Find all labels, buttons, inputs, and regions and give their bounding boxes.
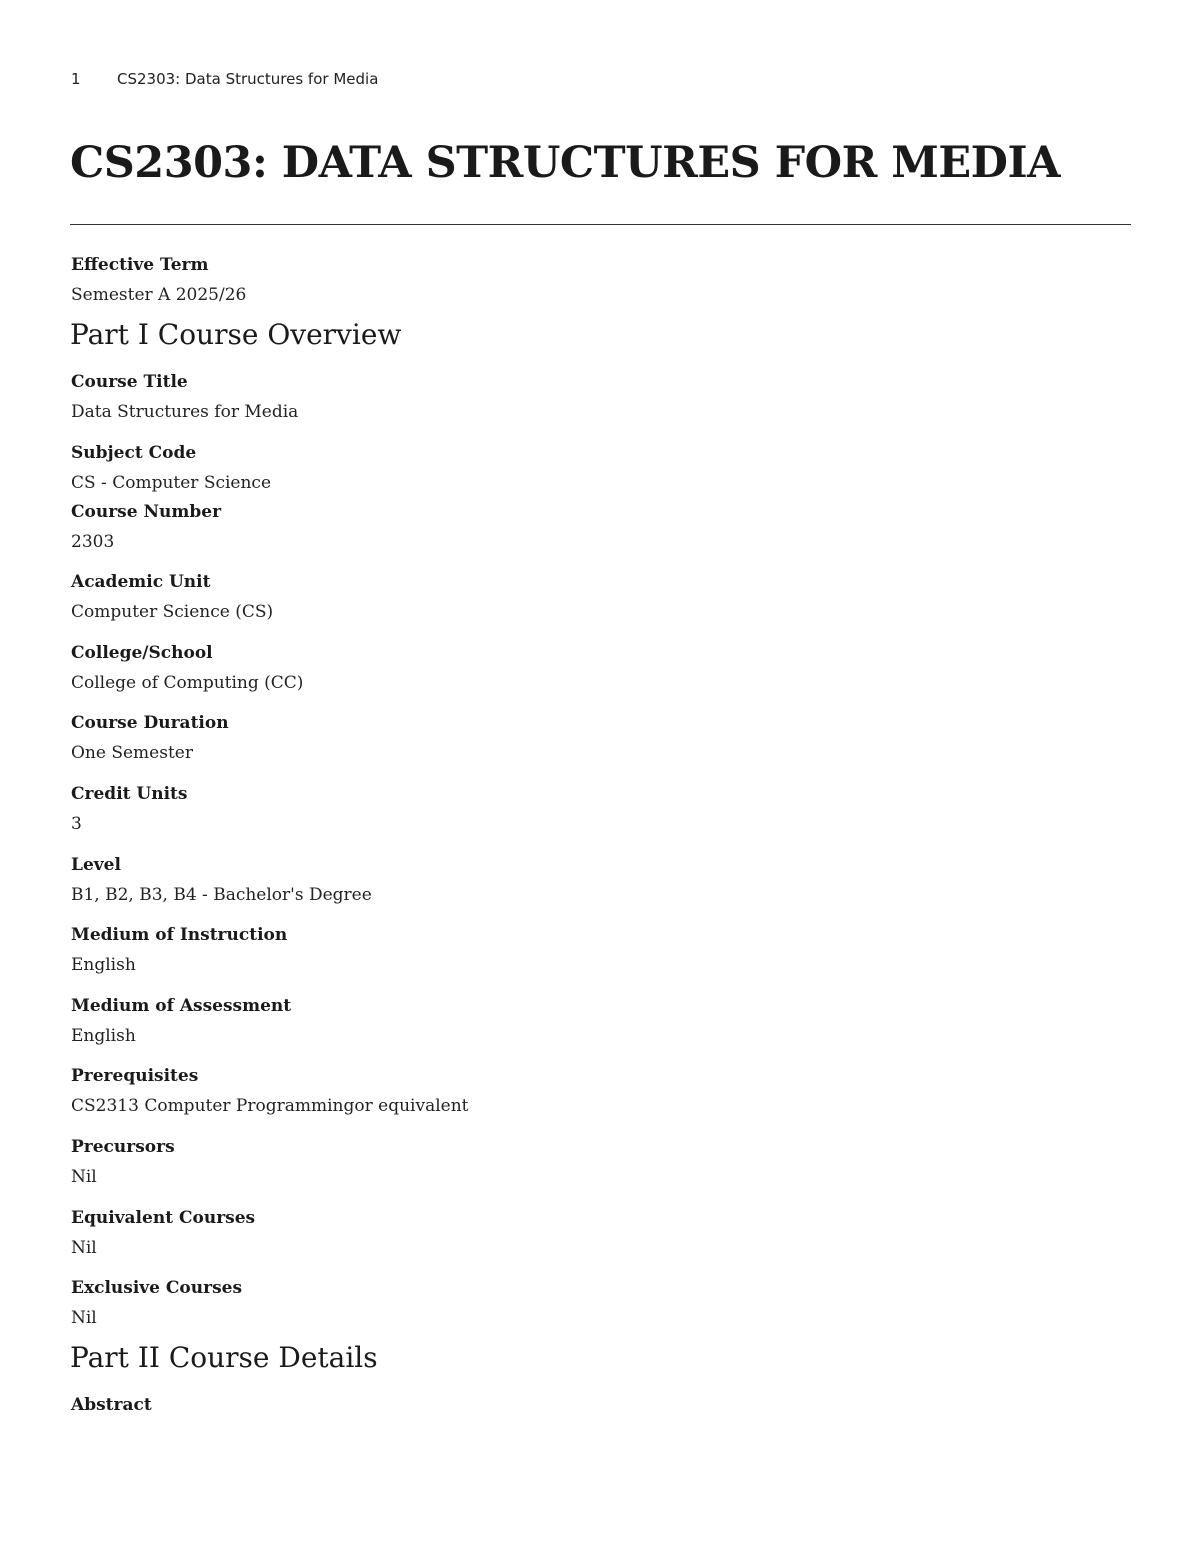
field-label: Effective Term: [71, 255, 209, 275]
field-prerequisites: [71, 1065, 469, 1117]
field-value: English: [71, 955, 136, 975]
field-label: Prerequisites: [71, 1066, 199, 1086]
section-heading-part-2: Part II Course Details: [70, 1341, 378, 1374]
field-label: Course Duration: [71, 713, 229, 733]
field-academic-unit: [71, 571, 273, 623]
field-value: CS - Computer Science: [71, 473, 272, 493]
field-course-number: [71, 501, 221, 553]
field-value: B1, B2, B3, B4 - Bachelor's Degree: [71, 885, 372, 905]
field-value: Semester A 2025/26: [71, 285, 247, 305]
field-medium-of-assessment: [71, 995, 291, 1047]
field-course-duration: [71, 712, 229, 764]
field-subject-code: [71, 442, 271, 494]
page-number: 1: [71, 70, 81, 88]
field-value: Nil: [71, 1167, 97, 1187]
field-label: Subject Code: [71, 443, 197, 463]
field-level: [71, 854, 372, 906]
field-label: Equivalent Courses: [71, 1208, 256, 1228]
field-label: Precursors: [71, 1137, 175, 1157]
field-label: Course Title: [71, 372, 188, 392]
field-value: English: [71, 1026, 136, 1046]
field-value: Computer Science (CS): [71, 602, 274, 622]
field-label: Medium of Instruction: [71, 925, 288, 945]
field-label: Credit Units: [71, 784, 188, 804]
field-value: CS2313 Computer Programmingor equivalent: [71, 1096, 469, 1116]
section-heading-part-1: Part I Course Overview: [70, 318, 402, 351]
field-medium-of-instruction: [71, 924, 287, 976]
field-course-title: [71, 371, 298, 423]
field-exclusive-courses: [71, 1277, 242, 1329]
field-equivalent-courses: [71, 1207, 255, 1259]
field-label: Abstract: [71, 1395, 152, 1415]
field-label: College/School: [71, 643, 213, 663]
field-credit-units: [71, 783, 188, 835]
field-precursors: [71, 1136, 175, 1188]
field-value: Nil: [71, 1308, 97, 1328]
field-value: College of Computing (CC): [71, 673, 304, 693]
field-value: One Semester: [71, 743, 193, 763]
title-divider: [70, 224, 1131, 225]
field-value: Nil: [71, 1238, 97, 1258]
field-value: Data Structures for Media: [71, 402, 299, 422]
field-value: 2303: [71, 532, 115, 552]
running-header: [71, 70, 378, 88]
field-label: Course Number: [71, 502, 222, 522]
field-label: Medium of Assessment: [71, 996, 292, 1016]
field-abstract: [71, 1394, 152, 1416]
field-effective-term: [71, 254, 246, 306]
field-label: Academic Unit: [71, 572, 211, 592]
running-title: CS2303: Data Structures for Media: [117, 70, 379, 88]
field-label: Level: [71, 855, 121, 875]
document-title: CS2303: DATA STRUCTURES FOR MEDIA: [70, 138, 1060, 188]
field-college-school: [71, 642, 303, 694]
field-value: 3: [71, 814, 82, 834]
field-label: Exclusive Courses: [71, 1278, 243, 1298]
